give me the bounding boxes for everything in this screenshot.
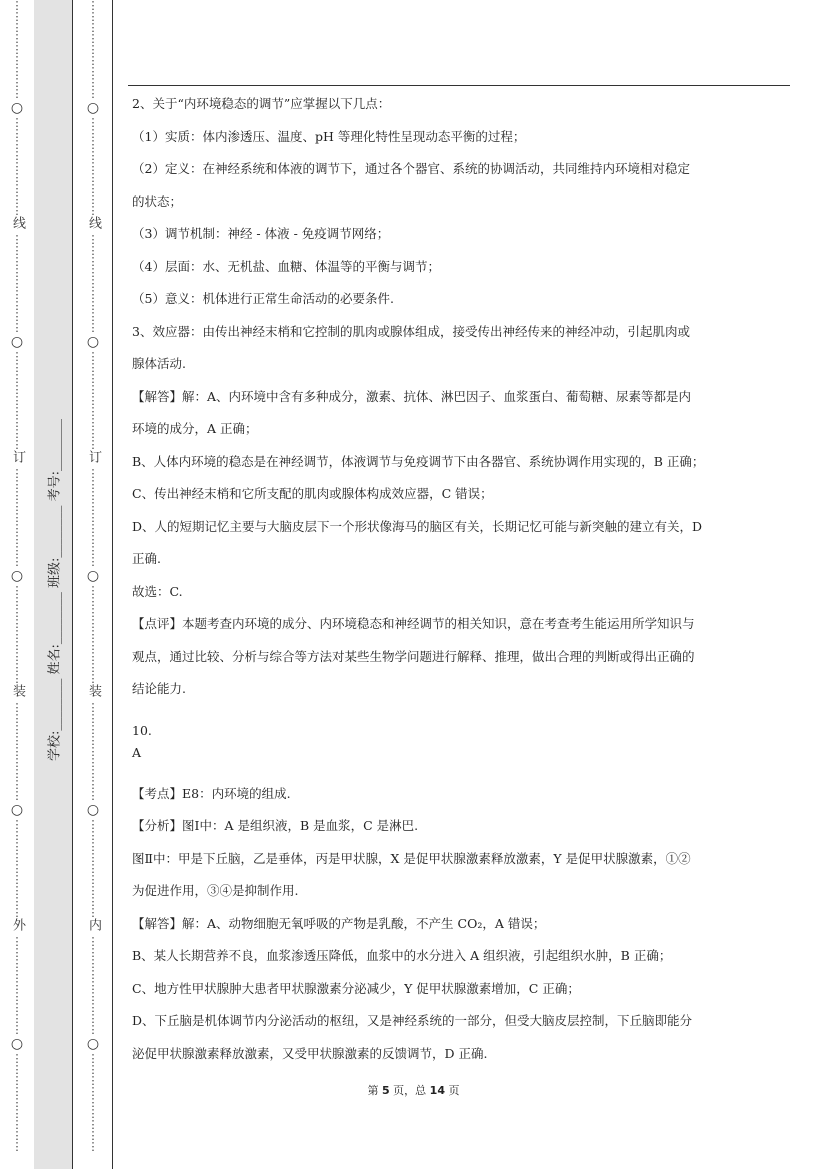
binding-dots: ⋮ [87,1085,99,1098]
binding-dots: ⋮ [87,76,99,89]
binding-word: 装 [10,684,25,697]
binding-dots: ⋮ [11,54,23,67]
binding-dots: ⋮ [87,946,99,959]
text-line: 2、关于“内环境稳态的调节”应掌握以下几点： [132,96,391,111]
binding-dots: ⋮ [11,595,23,608]
binding-dots: ⋮ [87,288,99,301]
binding-dots: ⋮ [87,935,99,948]
binding-dots: ⋮ [11,946,23,959]
binding-dots: ⋮ [87,584,99,597]
binding-dots: ⋮ [87,361,99,374]
binding-dots: ⋮ [11,522,23,535]
binding-word: 线 [10,216,25,229]
binding-dots: ⋮ [11,701,23,714]
binding-dots: ⋮ [87,628,99,641]
binding-dots: ⋮ [11,1074,23,1087]
binding-dots: ⋮ [11,1140,23,1153]
binding-dots: ⋮ [11,171,23,184]
text-line: B、人体内环境的稳态是在神经调节，体液调节与免疫调节下由各器官、系统协调作用实现的，B 正确； [132,453,705,469]
binding-circle: ○ [10,100,24,116]
binding-circle: ○ [10,1036,24,1052]
binding-circle: ○ [86,1036,100,1052]
text-line: 故选：C. [132,583,183,599]
student-info [34,340,72,840]
binding-dots: ⋮ [87,138,99,151]
binding-dots: ⋮ [11,1063,23,1076]
binding-dots: ⋮ [87,840,99,853]
binding-dots: ⋮ [11,65,23,78]
current-page: 5 [382,1084,390,1097]
binding-dots: ⋮ [87,873,99,886]
binding-dots: ⋮ [11,990,23,1003]
binding-dots: ⋮ [11,1129,23,1142]
text-line: （3）调节机制：神经 - 体液 - 免疫调节网络； [132,226,390,241]
binding-dots: ⋮ [11,299,23,312]
binding-dots: ⋮ [11,288,23,301]
binding-dots: ⋮ [11,372,23,385]
binding-dots: ⋮ [87,990,99,1003]
answer-choice: A [132,744,142,760]
binding-dots: ⋮ [11,204,23,217]
binding-dots: ⋮ [87,767,99,780]
binding-dots: ⋮ [11,43,23,56]
binding-circle: ○ [10,568,24,584]
binding-dots: ⋮ [11,321,23,334]
binding-dots: ⋮ [87,87,99,100]
binding-dots: ⋮ [11,160,23,173]
binding-dots: ⋮ [87,321,99,334]
text-line: 图Ⅱ中：甲是下丘脑，乙是垂体，丙是甲状腺，X 是促甲状腺激素释放激素，Y 是促甲状腺激素，①② [132,850,691,866]
binding-dots: ⋮ [87,756,99,769]
footer-prefix: 第 [367,1084,383,1097]
binding-dots: ⋮ [11,712,23,725]
binding-dots: ⋮ [11,968,23,981]
binding-dots: ⋮ [11,555,23,568]
binding-dots: ⋮ [11,884,23,897]
binding-dots: ⋮ [11,21,23,34]
binding-circle: ○ [10,802,24,818]
text-line: 正确. [132,551,161,566]
binding-dots: ⋮ [87,884,99,897]
binding-dots: ⋮ [11,427,23,440]
binding-dots: ⋮ [87,427,99,440]
binding-dots: ⋮ [11,979,23,992]
binding-dots: ⋮ [87,544,99,557]
binding-dots: ⋮ [11,149,23,162]
student-info-fields: 学校:________ 姓名:________ 班级:________ 考号:________ [47,419,63,761]
binding-circle: ○ [86,334,100,350]
binding-dots: ⋮ [11,1052,23,1065]
binding-dots: ⋮ [87,650,99,663]
binding-dots: ⋮ [87,10,99,23]
text-line: 为促进作用，③④是抑制作用. [132,883,299,898]
binding-dots: ⋮ [11,650,23,663]
binding-circle: ○ [86,100,100,116]
footer-suffix: 页 [444,1084,460,1097]
text-line: C、传出神经末梢和它所支配的肌肉或腺体构成效应器，C 错误； [132,486,493,501]
binding-dots: ⋮ [87,712,99,725]
binding-dots: ⋮ [11,193,23,206]
binding-dots: ⋮ [11,544,23,557]
binding-dots: ⋮ [87,182,99,195]
binding-dots: ⋮ [87,1052,99,1065]
binding-dots: ⋮ [87,394,99,407]
binding-word: 订 [10,450,25,463]
binding-circle: ○ [86,568,100,584]
binding-dots: ⋮ [87,500,99,513]
binding-dots: ⋮ [11,10,23,23]
spacer [132,706,790,720]
binding-dots: ⋮ [87,0,99,12]
binding-dots: ⋮ [87,1063,99,1076]
binding-dots: ⋮ [11,661,23,674]
answer-content [132,88,790,1070]
binding-dots: ⋮ [11,723,23,736]
binding-dots: ⋮ [11,266,23,279]
binding-dots: ⋮ [87,54,99,67]
binding-dots: ⋮ [87,65,99,78]
binding-dots: ⋮ [11,767,23,780]
text-line: 的状态； [132,193,183,209]
binding-dots: ⋮ [11,906,23,919]
binding-dots: ⋮ [11,1012,23,1025]
binding-dots: ⋮ [11,745,23,758]
binding-dots: ⋮ [11,734,23,747]
binding-dots: ⋮ [11,277,23,290]
binding-dots: ⋮ [11,127,23,140]
text-line: D、人的短期记忆主要与大脑皮层下一个形状像海马的脑区有关，长期记忆可能与新突触的建立有关，D [132,518,703,534]
binding-dots: ⋮ [87,478,99,491]
binding-dots: ⋮ [11,840,23,853]
binding-dots: ⋮ [87,979,99,992]
binding-dots: ⋮ [87,438,99,451]
binding-dots: ⋮ [87,266,99,279]
inner-binding-marks [83,0,103,1169]
binding-dots: ⋮ [87,1107,99,1120]
binding-dots: ⋮ [87,734,99,747]
binding-dots: ⋮ [87,906,99,919]
text-line: （1）实质：体内渗透压、温度、pH 等理化特性呈现动态平衡的过程； [132,128,526,144]
binding-dots: ⋮ [11,533,23,546]
binding-dots: ⋮ [87,21,99,34]
binding-dots: ⋮ [87,255,99,268]
binding-dots: ⋮ [87,617,99,630]
binding-dots: ⋮ [11,829,23,842]
footer-middle: 页，总 [389,1084,430,1097]
binding-dots: ⋮ [87,723,99,736]
binding-dots: ⋮ [11,628,23,641]
question-number: 10. [132,722,152,738]
binding-dots: ⋮ [11,416,23,429]
binding-dots: ⋮ [11,935,23,948]
binding-dots: ⋮ [87,511,99,524]
binding-dots: ⋮ [11,438,23,451]
binding-dots: ⋮ [87,193,99,206]
binding-dots: ⋮ [11,500,23,513]
binding-dots: ⋮ [11,873,23,886]
binding-dots: ⋮ [11,87,23,100]
binding-dots: ⋮ [87,895,99,908]
binding-dots: ⋮ [11,116,23,129]
binding-dots: ⋮ [87,489,99,502]
binding-dots: ⋮ [87,778,99,791]
text-line: 【点评】本题考查内环境的成分、内环境稳态和神经调节的相关知识，意在考查考生能运用所学知识与 [132,616,695,631]
binding-dots: ⋮ [11,789,23,802]
binding-dots: ⋮ [87,204,99,217]
text-line: 【解答】解：A、内环境中含有多种成分，激素、抗体、淋巴因子、血浆蛋白、葡萄糖、尿素等都是内 [132,388,692,404]
binding-dots: ⋮ [87,416,99,429]
binding-dots: ⋮ [11,233,23,246]
binding-dots: ⋮ [11,0,23,12]
text-line: （4）层面：水、无机盐、血糖、体温等的平衡与调节； [132,258,440,274]
binding-dots: ⋮ [87,149,99,162]
analysis-block [132,88,790,706]
binding-dots: ⋮ [87,1023,99,1036]
binding-dots: ⋮ [11,606,23,619]
binding-dots: ⋮ [87,661,99,674]
binding-dots: ⋮ [11,672,23,685]
text-line: B、某人长期营养不良，血浆渗透压降低，血浆中的水分进入 A 组织液，引起组织水肿，B 正确； [132,948,672,963]
binding-dots: ⋮ [87,1140,99,1153]
binding-dots: ⋮ [11,511,23,524]
binding-dots: ⋮ [11,1096,23,1109]
binding-dots: ⋮ [11,1023,23,1036]
binding-dots: ⋮ [11,862,23,875]
binding-dots: ⋮ [11,756,23,769]
text-line: 【考点】E8：内环境的组成. [132,785,291,801]
binding-dots: ⋮ [87,127,99,140]
page-footer [0,1082,827,1098]
binding-dots: ⋮ [11,255,23,268]
binding-dots: ⋮ [87,233,99,246]
binding-dots: ⋮ [11,350,23,363]
binding-dots: ⋮ [11,851,23,864]
binding-dots: ⋮ [11,244,23,257]
binding-dots: ⋮ [87,957,99,970]
binding-dots: ⋮ [87,405,99,418]
binding-word: 订 [86,450,101,463]
outer-binding-marks [7,0,27,1169]
text-line: 【解答】解：A、动物细胞无氧呼吸的产物是乳酸，不产生 CO₂，A 错误； [132,915,546,931]
binding-dots: ⋮ [11,478,23,491]
analysis-block-2 [132,778,790,1071]
binding-dots: ⋮ [11,310,23,323]
binding-word: 内 [86,918,101,931]
binding-circle: ○ [10,334,24,350]
binding-dots: ⋮ [87,1001,99,1014]
text-line: 腺体活动. [132,356,186,371]
binding-dots: ⋮ [11,383,23,396]
text-line: 观点，通过比较、分析与综合等方法对某些生物学问题进行解释、推理，做出合理的判断或得出正确的 [132,648,695,664]
binding-dots: ⋮ [11,394,23,407]
binding-dots: ⋮ [11,467,23,480]
binding-dots: ⋮ [11,1085,23,1098]
text-line: D、下丘脑是机体调节内分泌活动的枢纽，又是神经系统的一部分，但受大脑皮层控制，下丘脑即能分 [132,1013,693,1028]
binding-dots: ⋮ [87,299,99,312]
binding-dots: ⋮ [87,595,99,608]
binding-dots: ⋮ [11,361,23,374]
binding-dots: ⋮ [87,606,99,619]
binding-dots: ⋮ [11,1118,23,1131]
binding-dots: ⋮ [11,405,23,418]
binding-dots: ⋮ [87,372,99,385]
binding-dots: ⋮ [11,489,23,502]
binding-dots: ⋮ [87,277,99,290]
binding-dots: ⋮ [87,862,99,875]
spacer [132,764,790,778]
header-rule [128,85,790,86]
binding-dots: ⋮ [11,76,23,89]
total-pages: 14 [429,1084,445,1097]
binding-dots: ⋮ [11,32,23,45]
binding-dots: ⋮ [11,617,23,630]
binding-dots: ⋮ [11,1107,23,1120]
binding-word: 外 [10,918,25,931]
binding-dots: ⋮ [87,467,99,480]
binding-dots: ⋮ [87,1074,99,1087]
binding-dots: ⋮ [87,555,99,568]
binding-dots: ⋮ [87,745,99,758]
binding-word: 线 [86,216,101,229]
text-line: 泌促甲状腺激素释放激素，又受甲状腺激素的反馈调节，D 正确. [132,1045,488,1061]
text-line: （2）定义：在神经系统和体液的调节下，通过各个器官、系统的协调活动，共同维持内环境相对稳定 [132,161,690,176]
text-line: 环境的成分，A 正确； [132,421,258,436]
binding-dots: ⋮ [11,138,23,151]
text-line: 【分析】图Ⅰ中：A 是组织液，B 是血浆，C 是淋巴. [132,818,419,833]
binding-dots: ⋮ [87,1118,99,1131]
binding-dots: ⋮ [11,182,23,195]
binding-dots: ⋮ [87,1096,99,1109]
binding-dots: ⋮ [87,829,99,842]
binding-dots: ⋮ [87,968,99,981]
binding-dots: ⋮ [11,778,23,791]
binding-dots: ⋮ [87,818,99,831]
binding-dots: ⋮ [11,957,23,970]
text-line: 结论能力. [132,681,186,696]
binding-dots: ⋮ [87,171,99,184]
binding-dots: ⋮ [87,522,99,535]
binding-dots: ⋮ [11,584,23,597]
binding-dots: ⋮ [87,639,99,652]
binding-dots: ⋮ [87,43,99,56]
binding-dots: ⋮ [87,116,99,129]
binding-dots: ⋮ [87,672,99,685]
binding-dots: ⋮ [87,1012,99,1025]
binding-dots: ⋮ [87,310,99,323]
binding-word: 装 [86,684,101,697]
binding-dots: ⋮ [87,383,99,396]
binding-circle: ○ [86,802,100,818]
binding-dots: ⋮ [11,639,23,652]
binding-dots: ⋮ [87,350,99,363]
binding-dots: ⋮ [11,1001,23,1014]
binding-dots: ⋮ [87,789,99,802]
text-line: （5）意义：机体进行正常生命活动的必要条件. [132,291,394,306]
text-line: 3、效应器：由传出神经末梢和它控制的肌肉或腺体组成，接受传出神经传来的神经冲动，引起肌肉或 [132,323,690,339]
binding-dots: ⋮ [87,851,99,864]
binding-dots: ⋮ [87,701,99,714]
binding-dots: ⋮ [11,818,23,831]
binding-dots: ⋮ [87,160,99,173]
binding-dots: ⋮ [87,32,99,45]
binding-dots: ⋮ [11,895,23,908]
binding-dots: ⋮ [87,533,99,546]
binding-dots: ⋮ [87,1129,99,1142]
binding-dots: ⋮ [87,244,99,257]
text-line: C、地方性甲状腺肿大患者甲状腺激素分泌减少，Y 促甲状腺激素增加，C 正确； [132,980,580,996]
